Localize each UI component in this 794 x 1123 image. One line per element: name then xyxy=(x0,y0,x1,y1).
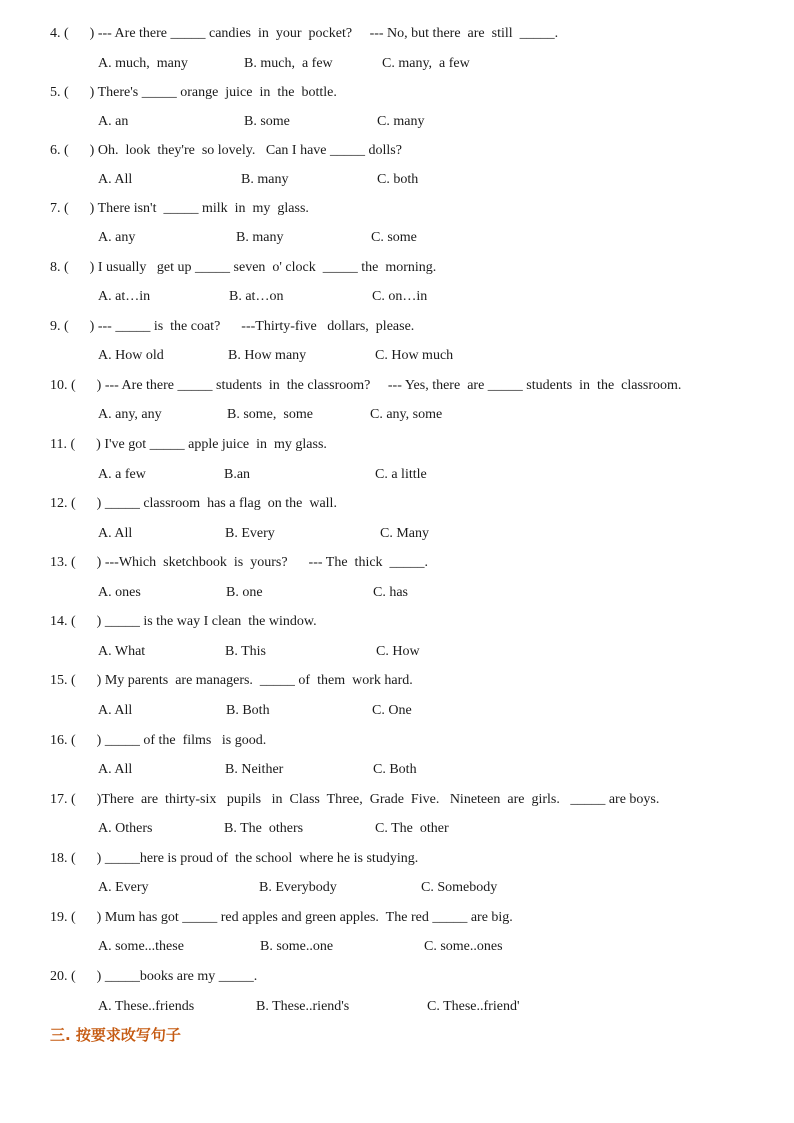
option-a: A. How old xyxy=(98,348,164,363)
option-b: B. This xyxy=(225,644,266,659)
question-10: 10. ( ) --- Are there _____ students in the classroom? --- Yes, there are _____ students in the classroom. xyxy=(50,378,682,393)
option-c: C. How xyxy=(376,644,420,659)
option-a: A. Others xyxy=(98,821,153,836)
option-b: B. much, a few xyxy=(244,56,333,71)
options-19 xyxy=(98,938,738,956)
option-b: B. at…on xyxy=(229,289,284,304)
option-c: C. Both xyxy=(373,762,417,777)
option-a: A. All xyxy=(98,762,133,777)
option-b: B. These..riend's xyxy=(256,999,350,1014)
question-12: 12. ( ) _____ classroom has a flag on the wall. xyxy=(50,496,337,511)
option-b: B. some xyxy=(244,114,290,129)
question-15: 15. ( ) My parents are managers. _____ of them work hard. xyxy=(50,673,413,688)
options-15 xyxy=(98,702,738,720)
option-c: C. many xyxy=(377,114,425,129)
option-a: A. some...these xyxy=(98,939,184,954)
option-c: C. The other xyxy=(375,821,449,836)
option-a: A. at…in xyxy=(98,289,151,304)
option-c: C. many, a few xyxy=(382,56,470,71)
option-a: A. What xyxy=(98,644,146,659)
option-b: B. some..one xyxy=(260,939,334,954)
option-a: A. All xyxy=(98,172,133,187)
options-16 xyxy=(98,761,738,779)
option-b: B. Neither xyxy=(225,762,284,777)
options-17 xyxy=(98,820,738,838)
question-14: 14. ( ) _____ is the way I clean the window. xyxy=(50,614,317,629)
option-a: A. a few xyxy=(98,467,146,482)
options-18 xyxy=(98,879,738,897)
options-7 xyxy=(98,229,738,247)
option-b: B. Everybody xyxy=(259,880,337,895)
option-b: B. many xyxy=(236,230,284,245)
section-title: 三. 按要求改写句子 xyxy=(50,1026,181,1044)
question-16: 16. ( ) _____ of the films is good. xyxy=(50,733,267,748)
options-9 xyxy=(98,347,738,365)
option-c: C. on…in xyxy=(372,289,428,304)
question-6: 6. ( ) Oh. look they're so lovely. Can I have _____ dolls? xyxy=(50,143,402,158)
option-c: C. both xyxy=(377,172,419,187)
option-b: B. Both xyxy=(226,703,270,718)
option-b: B. Every xyxy=(225,526,275,541)
option-a: A. much, many xyxy=(98,56,188,71)
option-c: C. Somebody xyxy=(421,880,498,895)
options-6 xyxy=(98,171,738,189)
question-18: 18. ( ) _____here is proud of the school where he is studying. xyxy=(50,851,419,866)
question-7: 7. ( ) There isn't _____ milk in my glass. xyxy=(50,201,309,216)
option-a: A. ones xyxy=(98,585,141,600)
options-13 xyxy=(98,584,738,602)
option-c: C. These..friend' xyxy=(427,999,520,1014)
question-4: 4. ( ) --- Are there _____ candies in your pocket? --- No, but there are still _____. xyxy=(50,26,559,41)
question-20: 20. ( ) _____books are my _____. xyxy=(50,969,258,984)
option-b: B.an xyxy=(224,467,251,482)
options-4 xyxy=(98,55,738,73)
option-b: B. How many xyxy=(228,348,307,363)
question-5: 5. ( ) There's _____ orange juice in the bottle. xyxy=(50,85,337,100)
option-a: A. These..friends xyxy=(98,999,195,1014)
options-11 xyxy=(98,466,738,484)
option-a: A. an xyxy=(98,114,129,129)
options-12 xyxy=(98,525,738,543)
question-13: 13. ( ) ---Which sketchbook is yours? --- The thick _____. xyxy=(50,555,429,570)
option-c: C. any, some xyxy=(370,407,443,422)
question-17: 17. ( )There are thirty-six pupils in Class Three, Grade Five. Nineteen are girls. _____ are boys. xyxy=(50,792,660,807)
option-c: C. some xyxy=(371,230,417,245)
option-a: A. All xyxy=(98,703,133,718)
options-10 xyxy=(98,406,738,424)
option-c: C. How much xyxy=(375,348,454,363)
options-20 xyxy=(98,998,738,1016)
option-c: C. some..ones xyxy=(424,939,503,954)
option-c: C. One xyxy=(372,703,412,718)
options-8 xyxy=(98,288,738,306)
option-a: A. any xyxy=(98,230,136,245)
options-5 xyxy=(98,113,738,131)
option-c: C. has xyxy=(373,585,408,600)
question-11: 11. ( ) I've got _____ apple juice in my glass. xyxy=(50,437,327,452)
option-c: C. Many xyxy=(380,526,429,541)
option-a: A. Every xyxy=(98,880,149,895)
option-c: C. a little xyxy=(375,467,427,482)
option-b: B. some, some xyxy=(227,407,313,422)
option-b: B. The others xyxy=(224,821,304,836)
question-19: 19. ( ) Mum has got _____ red apples and green apples. The red _____ are big. xyxy=(50,910,513,925)
option-b: B. many xyxy=(241,172,289,187)
question-8: 8. ( ) I usually get up _____ seven o' clock _____ the morning. xyxy=(50,260,437,275)
option-a: A. any, any xyxy=(98,407,162,422)
question-9: 9. ( ) --- _____ is the coat? ---Thirty-five dollars, please. xyxy=(50,319,415,334)
option-b: B. one xyxy=(226,585,263,600)
options-14 xyxy=(98,643,738,661)
option-a: A. All xyxy=(98,526,133,541)
